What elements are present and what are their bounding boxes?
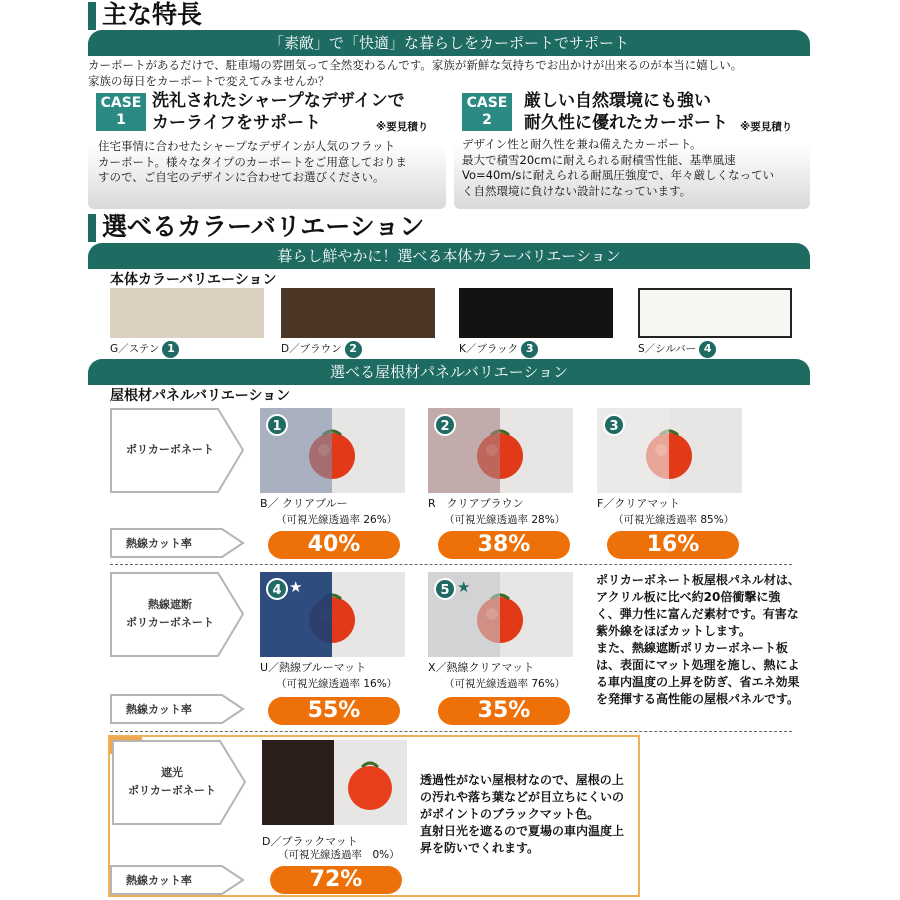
heat-block-description bbox=[596, 572, 811, 708]
panel-name-4: U／熱線ブルーマット bbox=[260, 661, 367, 674]
panel-transmittance-5: （可視光線透過率 76%） bbox=[444, 678, 566, 690]
description-line: また、熱線遮断ポリカーボネート板 bbox=[596, 641, 788, 655]
description-line: 紫外線をほぼカットします。 bbox=[596, 624, 751, 638]
panel-transmittance-2: （可視光線透過率 28%） bbox=[444, 514, 566, 526]
cut-rate-pill-2: 38% bbox=[438, 531, 570, 559]
case-1-body-line: 住宅事情に合わせたシャープなデザインが人気のフラット bbox=[98, 139, 396, 153]
roof-panel-banner bbox=[88, 359, 810, 385]
case-2-title-line-2: 耐久性に優れたカーポート bbox=[524, 113, 728, 133]
panel-photo-black-matte bbox=[262, 740, 407, 825]
case-2-title-line-1: 厳しい自然環境にも強い bbox=[524, 91, 711, 111]
body-color-banner bbox=[88, 243, 810, 269]
panel-name-3: F／クリアマット bbox=[597, 497, 680, 510]
color-swatch-silver bbox=[638, 288, 792, 338]
case-2-tag-num: 2 bbox=[482, 112, 492, 128]
star-icon: ★ bbox=[289, 578, 303, 596]
case-2-tag bbox=[462, 93, 512, 131]
panel-name-2: R クリアブラウン bbox=[428, 497, 524, 510]
cut-rate-pill-3: 16% bbox=[607, 531, 739, 559]
panel-number-badge: 1 bbox=[266, 414, 288, 436]
shade-description bbox=[420, 772, 635, 857]
panel-number-badge: 2 bbox=[434, 414, 456, 436]
panel-name-5: X／熱線クリアマット bbox=[428, 661, 535, 674]
cut-rate-pill-6: 72% bbox=[270, 866, 402, 894]
cut-rate-label-2 bbox=[110, 694, 245, 724]
case-2-body-line: デザイン性と耐久性を兼ね備えたカーポート。 bbox=[462, 137, 702, 151]
cut-rate-label-1 bbox=[110, 528, 245, 558]
panel-transmittance-1: （可視光線透過率 26%） bbox=[276, 514, 398, 526]
color-number-badge: 4 bbox=[699, 341, 716, 358]
color-swatch-brown bbox=[281, 288, 435, 338]
group-label-polycarbonate bbox=[110, 408, 245, 493]
case-2-tag-word: CASE bbox=[466, 95, 508, 111]
group-label-text: ポリカーボネート bbox=[126, 443, 214, 456]
description-line: く、弾力性に富んだ素材です。有害な bbox=[596, 607, 799, 621]
panel-transmittance-3: （可視光線透過率 85%） bbox=[613, 514, 735, 526]
description-line: る車内温度の上昇を防ぎ、省エネ効果 bbox=[596, 675, 800, 689]
roof-panel-banner-text: 選べる屋根材パネルバリエーション bbox=[329, 363, 569, 381]
case-1-title-line-2: カーライフをサポート bbox=[152, 113, 321, 133]
color-swatch-black bbox=[459, 288, 613, 338]
tomato-image bbox=[262, 740, 407, 825]
panel-transmittance-6: （可視光線透過率 0%） bbox=[278, 849, 400, 861]
color-label-2 bbox=[281, 340, 362, 358]
description-line: は、表面にマット処理を施し、熱によ bbox=[596, 658, 800, 672]
cut-rate-label-text: 熱線カット率 bbox=[126, 874, 192, 887]
color-label-4 bbox=[638, 340, 716, 358]
cut-rate-pill-1: 40% bbox=[268, 531, 400, 559]
group-label-shade bbox=[112, 740, 247, 825]
heading-accent-bar bbox=[88, 214, 96, 242]
case-1-body bbox=[98, 139, 443, 186]
description-line: を発揮する高性能の屋根パネルです。 bbox=[596, 692, 800, 706]
panel-number-badge: 4 bbox=[266, 578, 288, 600]
case-2-body-line: 最大で積雪20cmに耐えられる耐積雪性能、基準風速 bbox=[462, 152, 736, 167]
section-title-colors: 選べるカラーバリエーション bbox=[102, 212, 425, 241]
color-number-badge: 2 bbox=[345, 341, 362, 358]
case-1-card bbox=[88, 91, 446, 209]
cut-rate-label-3 bbox=[110, 865, 245, 895]
color-number-badge: 1 bbox=[162, 341, 179, 358]
features-banner-text: 「素敵」で「快適」な暮らしをカーポートでサポート bbox=[268, 34, 629, 52]
color-number-badge: 3 bbox=[521, 341, 538, 358]
panel-photo-3 bbox=[597, 408, 742, 493]
cut-rate-pill-5: 35% bbox=[438, 697, 570, 725]
case-2-body-line: Vo=40m/sに耐えられる耐風圧強度で、年々厳しくなってい bbox=[462, 168, 775, 182]
group-label-text: ポリカーボネート bbox=[128, 784, 216, 797]
panel-name-6: D／ブラックマット bbox=[262, 835, 358, 848]
body-color-subhead: 本体カラーバリエーション bbox=[110, 272, 277, 288]
star-icon: ★ bbox=[457, 578, 471, 596]
description-line: アクリル板に比べ約20倍衝撃に強 bbox=[596, 590, 781, 604]
case-2-body bbox=[462, 137, 807, 199]
divider bbox=[110, 731, 792, 732]
case-1-tag-num: 1 bbox=[116, 112, 126, 128]
color-label-text: S／シルバー bbox=[638, 343, 697, 355]
case-2-card bbox=[454, 91, 810, 209]
color-label-text: K／ブラック bbox=[459, 343, 519, 355]
case-2-note: ※要見積り bbox=[740, 121, 793, 133]
panel-photo-5 bbox=[428, 572, 573, 657]
cut-rate-label-text: 熱線カット率 bbox=[126, 537, 192, 550]
color-label-text: G／ステン bbox=[110, 343, 160, 355]
intro-text bbox=[88, 57, 818, 89]
group-label-text: 熱線遮断 bbox=[148, 598, 192, 611]
intro-line-2: 家族の毎日をカーポートで変えてみませんか？ bbox=[88, 74, 330, 88]
description-line: 透過性がない屋根材なので、屋根の上 bbox=[420, 773, 624, 787]
description-line: ポリカーボネート板屋根パネル材は、 bbox=[596, 573, 800, 587]
case-1-body-line: カーポート。様々なタイプのカーポートをご用意しておりま bbox=[98, 154, 407, 169]
intro-line-1: カーポートがあるだけで、駐車場の雰囲気って全然変わるんです。家族が新鮮な気持ちでお出かけが出来るのが本当に嬉しい。 bbox=[88, 58, 743, 72]
case-1-title-line-1: 洗礼されたシャープなデザインで bbox=[152, 91, 405, 111]
panel-transmittance-4: （可視光線透過率 16%） bbox=[276, 678, 398, 690]
case-1-tag-word: CASE bbox=[100, 95, 142, 111]
panel-photo-2 bbox=[428, 408, 573, 493]
description-line: 直射日光を遮るので夏場の車内温度上 bbox=[420, 824, 625, 838]
case-1-tag bbox=[96, 93, 146, 131]
description-line: 昇を防いでくれます。 bbox=[420, 841, 540, 855]
color-label-text: D／ブラウン bbox=[281, 343, 342, 355]
panel-photo-4 bbox=[260, 572, 405, 657]
case-2-body-line: く自然環境に負けない設計になっています。 bbox=[462, 183, 692, 198]
color-label-1 bbox=[110, 340, 179, 358]
group-label-text: 遮光 bbox=[161, 766, 183, 779]
color-swatch-stainless bbox=[110, 288, 264, 338]
panel-number-badge: 3 bbox=[603, 414, 625, 436]
cut-rate-pill-4: 55% bbox=[268, 697, 400, 725]
cut-rate-label-text: 熱線カット率 bbox=[126, 703, 192, 716]
group-label-text: ポリカーボネート bbox=[126, 616, 214, 629]
panel-number-badge: 5 bbox=[434, 578, 456, 600]
roof-panel-subhead: 屋根材パネルバリエーション bbox=[110, 388, 291, 404]
description-line: がポイントのブラックマット色。 bbox=[420, 807, 600, 821]
color-label-3 bbox=[459, 340, 538, 358]
features-banner bbox=[88, 30, 810, 56]
section-title-features: 主な特長 bbox=[102, 0, 203, 29]
divider bbox=[110, 564, 792, 565]
case-1-note: ※要見積り bbox=[376, 121, 429, 133]
case-1-body-line: すので、ご自宅のデザインに合わせてお選びください。 bbox=[98, 170, 385, 184]
heading-accent-bar bbox=[88, 2, 96, 30]
panel-name-1: B／ クリアブルー bbox=[260, 497, 348, 510]
panel-photo-1 bbox=[260, 408, 405, 493]
description-line: の汚れや落ち葉などが目立ちにくいの bbox=[420, 790, 625, 804]
body-color-banner-text: 暮らし鮮やかに！選べる本体カラーバリエーション bbox=[277, 247, 621, 265]
group-label-heat-block bbox=[110, 572, 245, 657]
